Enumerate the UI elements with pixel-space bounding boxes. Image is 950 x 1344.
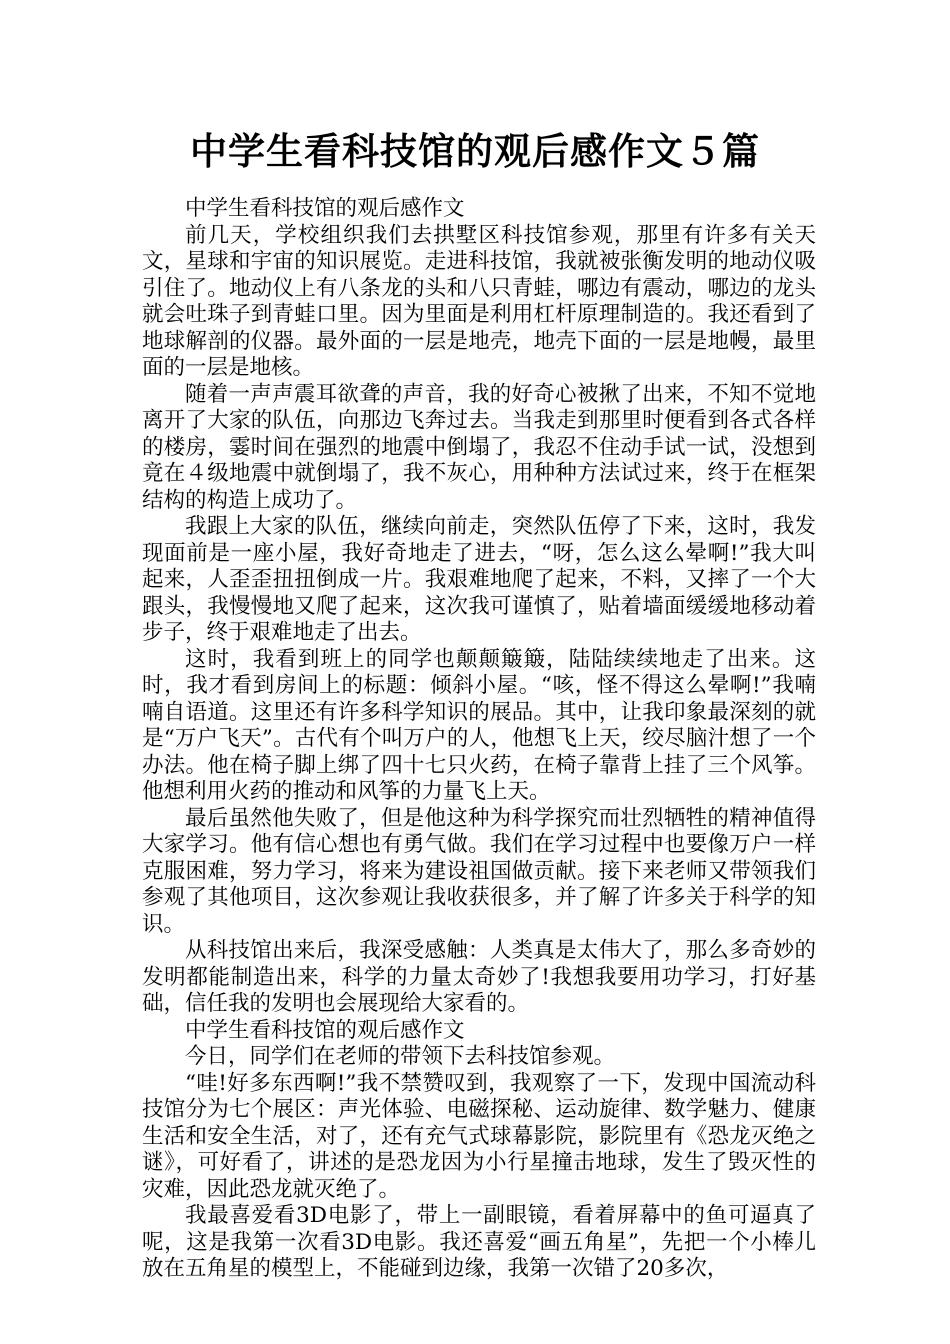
paragraph: 这时，我看到班上的同学也颠颠簸簸，陆陆续续地走了出来。这时，我才看到房间上的标题：倾斜小屋。“咳，怪不得这么晕啊!”我喃喃自语道。这里还有许多科学知识的展品。其中，让我印象最深刻的就是“万户飞天”。古代有个叫万户的人，他想飞上天，绞尽脑汁想了一个办法。他在椅子脚上绑了四十七只火药，在椅子靠背上挂了三个风筝。他想利用火药的推动和风筝的力量飞上天。 [142,646,816,804]
paragraph: 从科技馆出来后，我深受感触：人类真是太伟大了，那么多奇妙的发明都能制造出来，科学的力量太奇妙了!我想我要用功学习，打好基础，信任我的发明也会展现给大家看的。 [142,938,816,1016]
paragraph: 中学生看科技馆的观后感作文 [185,196,465,221]
paragraph: 前几天，学校组织我们去拱墅区科技馆参观，那里有许多有关天文，星球和宇宙的知识展览。走进科技馆，我就被张衡发明的地动仪吸引住了。地动仪上有八条龙的头和八只青蛙，哪边有震动，哪边的龙头就会吐珠子到青蛙口里。因为里面是利用杠杆原理制造的。我还看到了地球解剖的仪器。最外面的一层是地壳，地壳下面的一层是地幔，最里面的一层是地核。 [142,222,816,380]
paragraph: 我最喜爱看3D电影了，带上一副眼镜，看着屏幕中的鱼可逼真了呢，这是我第一次看3D电影。我还喜爱“画五角星”，先把一个小棒儿放在五角星的模型上，不能碰到边缘，我第一次错了20多次， [142,1203,816,1281]
paragraph: 随着一声声震耳欲聋的声音，我的好奇心被揪了出来，不知不觉地离开了大家的队伍，向那边飞奔过去。当我走到那里时便看到各式各样的楼房，霎时间在强烈的地震中倒塌了，我忍不住动手试一试，没想到竟在４级地震中就倒塌了，我不灰心，用种种方法试过来，终于在框架结构的构造上成功了。 [142,381,816,513]
paragraph: 中学生看科技馆的观后感作文 [185,1017,465,1043]
document-title: 中学生看科技馆的观后感作文５篇 [190,130,760,173]
paragraph: 最后虽然他失败了，但是他这种为科学探究而壮烈牺牲的精神值得大家学习。他有信心想也有勇气做。我们在学习过程中也要像万户一样克服困难，努力学习，将来为建设祖国做贡献。接下来老师又带领我们参观了其他项目，这次参观让我收获很多，并了解了许多关于科学的知识。 [142,805,816,937]
paragraph: “哇!好多东西啊!”我不禁赞叹到，我观察了一下，发现中国流动科技馆分为七个展区：声光体验、电磁探秘、运动旋律、数学魅力、健康生活和安全生活，对了，还有充气式球幕影院，影院里有《恐龙灭绝之谜》，可好看了，讲述的是恐龙因为小行星撞击地球，发生了毁灭性的灾难，因此恐龙就灭绝了。 [142,1070,816,1202]
paragraph: 我跟上大家的队伍，继续向前走，突然队伍停了下来，这时，我发现面前是一座小屋，我好奇地走了进去，“呀，怎么这么晕啊!”我大叫起来，人歪歪扭扭倒成一片。我艰难地爬了起来，不料，又摔了一个大跟头，我慢慢地又爬了起来，这次我可谨慎了，贴着墙面缓缓地移动着步子，终于艰难地走了出去。 [142,514,816,645]
paragraph: 今日，同学们在老师的带领下去科技馆参观。 [185,1044,616,1069]
document-body [142,196,816,1283]
